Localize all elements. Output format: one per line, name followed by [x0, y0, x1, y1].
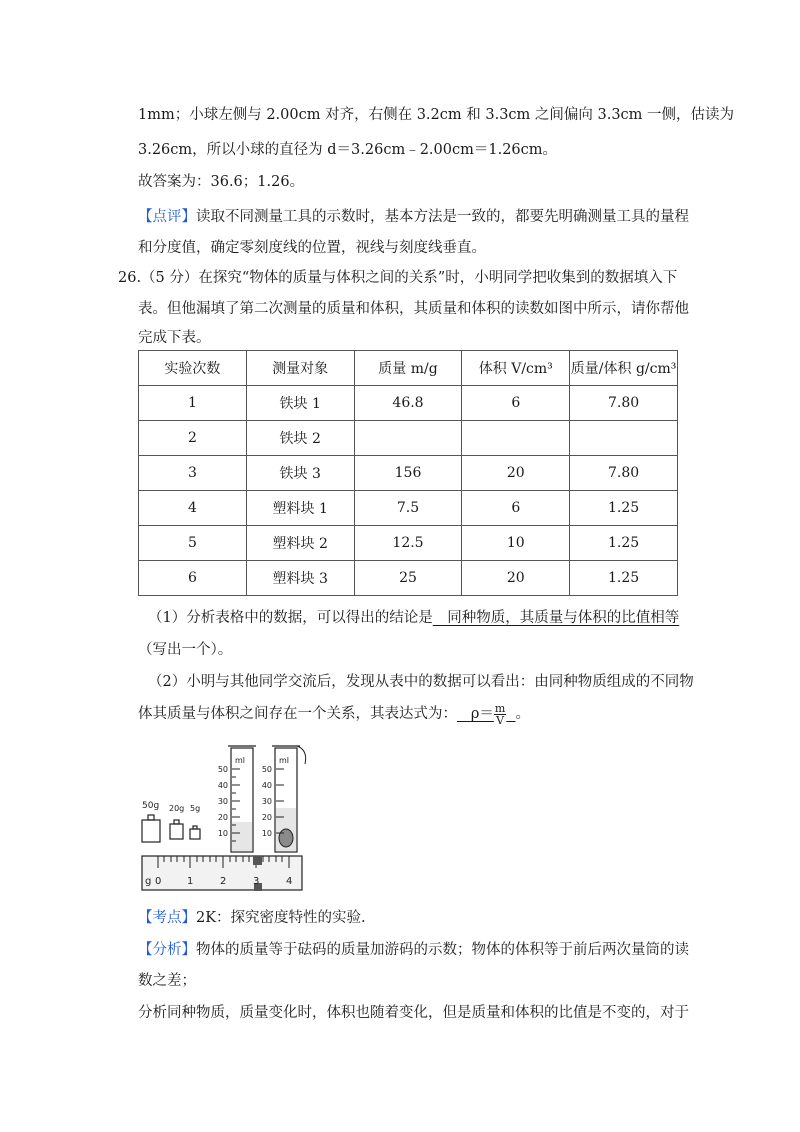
- formula-denominator: V: [496, 713, 505, 727]
- kaodian-line: [138, 906, 366, 927]
- table-cell: 1.25: [570, 491, 678, 526]
- table-cell: 塑料块 2: [246, 526, 354, 561]
- data-table: [138, 350, 678, 596]
- cylinder-tick: 40: [217, 781, 228, 790]
- cylinder-unit: ml: [279, 756, 290, 765]
- scale-tick: 2: [220, 876, 227, 887]
- cylinder-unit: ml: [235, 756, 246, 765]
- weight-label: 50g: [142, 801, 160, 811]
- table-cell: 12.5: [354, 526, 462, 561]
- formula-numerator: m: [494, 701, 506, 715]
- fenxi-line-3: 分析同种物质，质量变化时，体积也随着变化，但是质量和体积的比值是不变的，对于: [138, 1005, 689, 1021]
- weights-group: [142, 801, 200, 842]
- table-row: [139, 421, 678, 456]
- table-cell: 铁块 3: [246, 456, 354, 491]
- table-cell: 7.5: [354, 491, 462, 526]
- part2-line-2: [138, 702, 530, 726]
- part1-suffix: （写出一个）。: [138, 642, 233, 658]
- table-row: [139, 561, 678, 596]
- table-cell: 铁块 1: [246, 386, 354, 421]
- rider-top: [253, 856, 262, 865]
- scale-unit: g: [145, 876, 152, 887]
- review-line: [138, 205, 689, 226]
- cylinder-tick: 40: [261, 781, 272, 790]
- formula-fraction: [494, 703, 506, 726]
- text-line: 3.26cm，所以小球的直径为 d＝3.26cm﹣2.00cm＝1.26cm。: [138, 142, 558, 158]
- table-cell: 6: [462, 386, 570, 421]
- review-text: 读取不同测量工具的示数时，基本方法是一致的，都要先明确测量工具的量程: [196, 209, 689, 225]
- scale-tick: 1: [187, 876, 194, 887]
- formula-lhs: ρ＝: [470, 706, 494, 722]
- table-cell: 46.8: [354, 386, 462, 421]
- cylinder-2: [262, 746, 306, 852]
- table-cell: 20: [462, 561, 570, 596]
- table-cell: 7.80: [570, 386, 678, 421]
- experiment-figure: [130, 738, 320, 898]
- table-cell: 6: [462, 491, 570, 526]
- table-cell: 塑料块 3: [246, 561, 354, 596]
- weight-label: 20g: [169, 804, 185, 813]
- cylinder-tick: 30: [261, 797, 272, 806]
- fenxi-line: [138, 938, 689, 959]
- part2-suffix: 。: [515, 706, 531, 722]
- cylinder-tick: 10: [261, 829, 272, 838]
- table-cell: [570, 421, 678, 456]
- weight-label: 5g: [190, 804, 201, 813]
- table-cell: [462, 421, 570, 456]
- part2-line: （2）小明与其他同学交流后，发现从表中的数据可以看出：由同种物质组成的不同物: [148, 674, 694, 690]
- answer-line: 故答案为：36.6；1.26。: [138, 174, 305, 190]
- header-cell: 测量对象: [246, 351, 354, 386]
- question-line: 表。但他漏填了第二次测量的质量和体积，其质量和体积的读数如图中所示，请你帮他: [138, 301, 689, 317]
- table-cell: 2: [139, 421, 247, 456]
- table-header-row: [139, 351, 678, 386]
- table-cell: 156: [354, 456, 462, 491]
- table-cell: 25: [354, 561, 462, 596]
- table-cell: 5: [139, 526, 247, 561]
- weight-20g: [170, 824, 183, 839]
- iron-block: [279, 829, 293, 847]
- fenxi-line-2: 数之差；: [138, 973, 196, 989]
- balance-scale: [142, 856, 302, 891]
- cylinder-tick: 10: [217, 829, 228, 838]
- review-tag: 【点评】: [138, 209, 196, 225]
- table-cell: 4: [139, 491, 247, 526]
- scale-tick: 3: [253, 876, 260, 887]
- cylinder-tick: 20: [261, 813, 272, 822]
- table-cell: 1.25: [570, 561, 678, 596]
- formula-answer: [457, 701, 516, 727]
- table-row: [139, 491, 678, 526]
- cylinder-tick: 20: [217, 813, 228, 822]
- table-row: [139, 526, 678, 561]
- kaodian-text: 2K：探究密度特性的实验.: [196, 910, 366, 926]
- kaodian-tag: 【考点】: [138, 910, 196, 926]
- fenxi-text: 物体的质量等于砝码的质量加游码的示数；物体的体积等于前后两次量筒的读: [196, 942, 689, 958]
- header-cell: 质量/体积 g/cm³: [570, 351, 678, 386]
- part1-prefix: （1）分析表格中的数据，可以得出的结论是: [148, 610, 433, 626]
- table-cell: [354, 421, 462, 456]
- part1-line: [148, 606, 679, 627]
- table-cell: 1: [139, 386, 247, 421]
- cylinder-tick: 30: [217, 797, 228, 806]
- question-line: 完成下表。: [138, 330, 211, 346]
- cylinder-1: [218, 746, 256, 852]
- text-line: 1mm；小球左侧与 2.00cm 对齐，右侧在 3.2cm 和 3.3cm 之间偏向 3.3cm 一侧，估读为: [138, 107, 735, 123]
- header-cell: 质量 m/g: [354, 351, 462, 386]
- cylinder-tick: 50: [261, 765, 272, 774]
- table-cell: 20: [462, 456, 570, 491]
- scale-tick: 4: [286, 876, 293, 887]
- table-cell: 6: [139, 561, 247, 596]
- table-cell: 10: [462, 526, 570, 561]
- header-cell: 实验次数: [139, 351, 247, 386]
- weight-5g: [190, 829, 200, 839]
- review-line-2: 和分度值，确定零刻度线的位置，视线与刻度线垂直。: [138, 240, 486, 256]
- table-cell: 1.25: [570, 526, 678, 561]
- table-cell: 塑料块 1: [246, 491, 354, 526]
- fenxi-tag: 【分析】: [138, 942, 196, 958]
- scale-tick: 0: [155, 876, 162, 887]
- table-row: [139, 456, 678, 491]
- table-cell: 7.80: [570, 456, 678, 491]
- part2-prefix: 体其质量与体积之间存在一个关系，其表达式为：: [138, 706, 457, 722]
- question-line: 26.（5 分）在探究“物体的质量与体积之间的关系”时，小明同学把收集到的数据填入下: [118, 270, 678, 286]
- table-row: [139, 386, 678, 421]
- weight-50g-knob: [148, 815, 154, 820]
- header-cell: 体积 V/cm³: [462, 351, 570, 386]
- part1-answer: 同种物质，其质量与体积的比值相等: [432, 610, 680, 626]
- cylinder-tick: 50: [217, 765, 228, 774]
- table-cell: 铁块 2: [246, 421, 354, 456]
- weight-50g: [142, 820, 160, 842]
- table-cell: 3: [139, 456, 247, 491]
